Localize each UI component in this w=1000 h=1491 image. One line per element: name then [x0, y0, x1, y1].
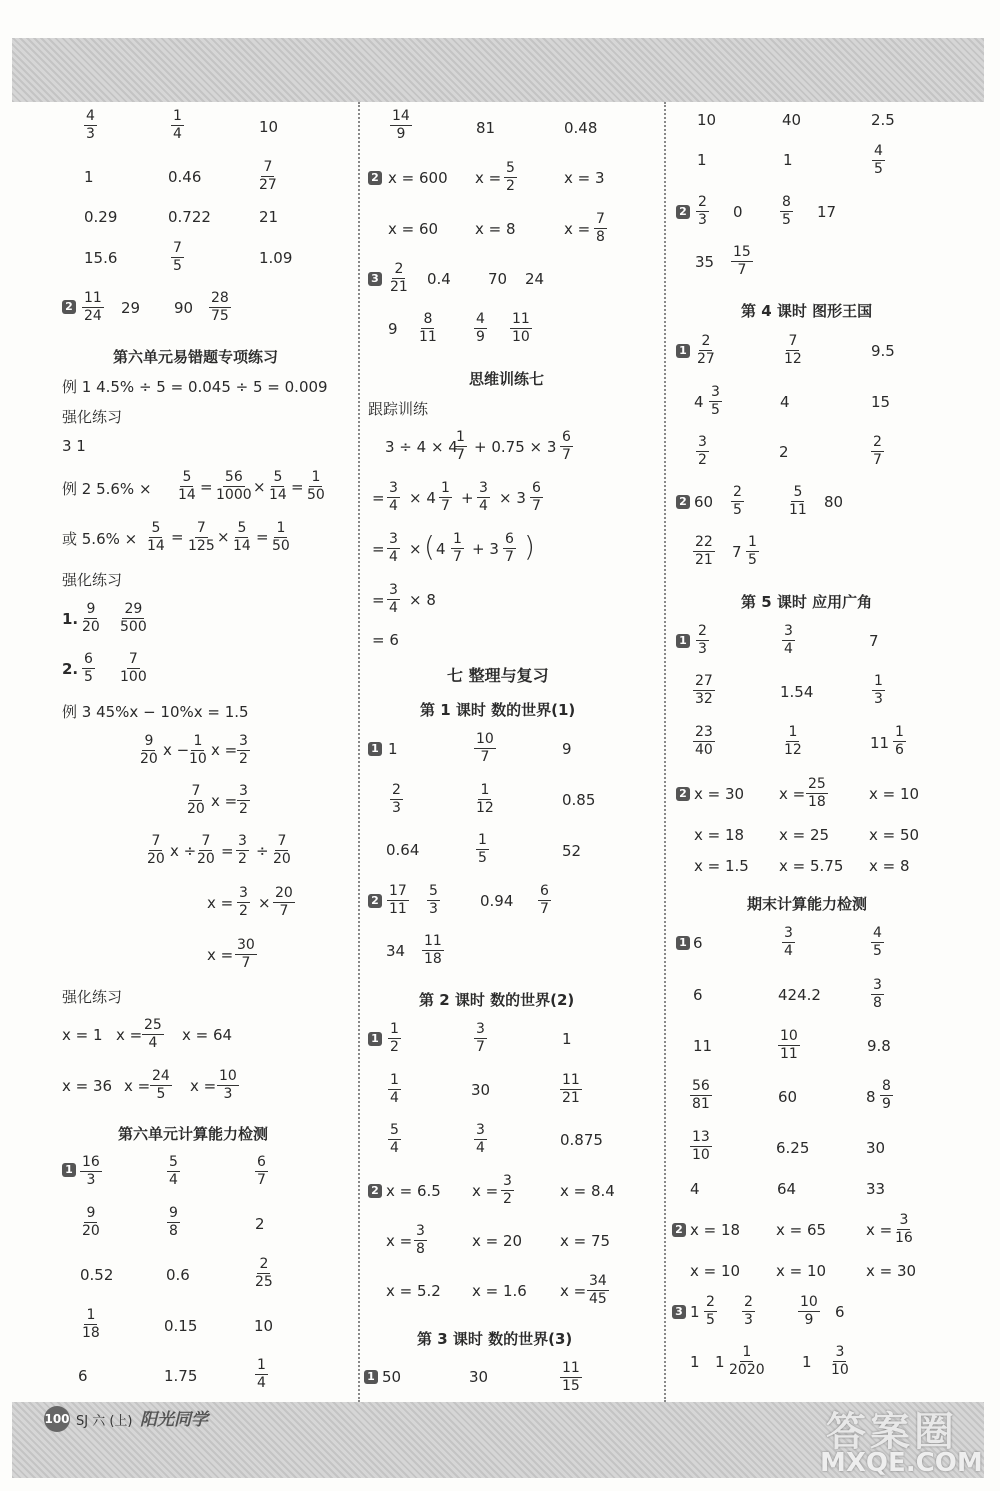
fraction: $\frac{3}{2}$: [698, 434, 707, 468]
answer: 0.46: [168, 168, 202, 186]
example-2-alt: 或 5.6% ×: [62, 530, 138, 548]
answer: x =: [190, 1077, 217, 1095]
answer: x = 60: [388, 220, 439, 238]
fraction: $\frac{7}{12}$: [784, 333, 802, 367]
answer: 0.6: [166, 1266, 190, 1284]
brand-logo: 阳光同学: [140, 1410, 208, 1430]
fraction: $\frac{11}{18}$: [424, 933, 442, 967]
fraction: $\frac{2}{25}$: [255, 1256, 273, 1290]
answer: 29: [121, 299, 141, 317]
answer: x = 5.75: [779, 857, 844, 875]
fraction: $\frac{3}{8}$: [416, 1223, 425, 1257]
answer: x =: [779, 785, 806, 803]
fraction: $\frac{9}{20}$: [82, 601, 100, 635]
answer: 1: [690, 1303, 700, 1321]
answer: 34: [386, 942, 406, 960]
question-badge: 2: [62, 300, 76, 314]
answer: x = 8: [475, 220, 516, 238]
question-badge: 2: [676, 787, 690, 801]
step: 4: [436, 540, 446, 558]
watermark-url: MXQE.COM: [820, 1448, 983, 1478]
question-badge: 1: [676, 936, 690, 950]
answer: 0.722: [168, 208, 211, 226]
answer: 10: [254, 1317, 274, 1335]
fraction: $\frac{1}{6}$: [895, 724, 904, 758]
fraction: $\frac{10}{11}$: [780, 1028, 798, 1062]
answer: 0.48: [564, 119, 598, 137]
question-badge: 2: [368, 171, 382, 185]
step: x =: [211, 741, 238, 759]
fraction: $\frac{15}{7}$: [733, 244, 751, 278]
answer: x = 30: [694, 785, 745, 803]
answer: x = 10: [869, 785, 920, 803]
fraction: $\frac{9}{8}$: [169, 1205, 178, 1239]
fraction: $\frac{3}{2}$: [239, 885, 248, 919]
step: x −: [163, 741, 190, 759]
fraction: $\frac{56}{1000}$: [216, 469, 252, 503]
fraction: $\frac{10}{7}$: [476, 731, 494, 765]
fraction: $\frac{3}{4}$: [479, 480, 488, 514]
step: ×: [409, 540, 422, 558]
fraction: $\frac{6}{7}$: [505, 531, 514, 565]
fraction: $\frac{1}{12}$: [476, 782, 494, 816]
question-badge: 1: [62, 1163, 76, 1177]
answer: x = 10: [690, 1262, 741, 1280]
step: × 8: [409, 591, 436, 609]
answer: x = 8: [869, 857, 910, 875]
answer: 1: [783, 151, 793, 169]
fraction: $\frac{7}{5}$: [173, 240, 182, 274]
fraction: $\frac{5}{4}$: [169, 1154, 178, 1188]
step: + 3: [472, 540, 499, 558]
column-divider: [664, 102, 666, 1402]
fraction: $\frac{10}{9}$: [800, 1294, 818, 1328]
question-badge: 1: [368, 742, 382, 756]
fraction: $\frac{6}{7}$: [562, 429, 571, 463]
question-badge: 1: [676, 344, 690, 358]
fraction: $\frac{1}{7}$: [456, 429, 465, 463]
step: x =: [211, 792, 238, 810]
answer: 52: [562, 842, 582, 860]
answer: x = 64: [182, 1026, 233, 1044]
answer: 33: [866, 1180, 886, 1198]
answer: 1.54: [780, 683, 814, 701]
answer: 9.5: [871, 342, 895, 360]
fraction: $\frac{4}{9}$: [476, 311, 485, 345]
fraction: $\frac{8}{5}$: [782, 194, 791, 228]
answer: x =: [116, 1026, 143, 1044]
fraction: $\frac{23}{40}$: [695, 724, 713, 758]
column-divider: [358, 102, 360, 1402]
fraction: $\frac{29}{500}$: [120, 601, 147, 635]
fraction: $\frac{3}{4}$: [784, 623, 793, 657]
fraction: $\frac{3}{4}$: [476, 1122, 485, 1156]
equals: =: [200, 478, 213, 496]
answer: 0.29: [84, 208, 118, 226]
section-title: 期末计算能力检测: [747, 895, 868, 913]
fraction: $\frac{25}{18}$: [808, 776, 826, 810]
answer: 4: [780, 393, 790, 411]
answer: 0: [733, 203, 743, 221]
fraction: $\frac{2}{3}$: [392, 782, 401, 816]
fraction: $\frac{10}{3}$: [219, 1068, 237, 1102]
answer: x = 6.5: [386, 1182, 441, 1200]
times: ×: [217, 528, 230, 546]
question-badge: 3: [672, 1305, 686, 1319]
step: =: [372, 489, 385, 507]
step: x =: [207, 946, 234, 964]
equals: =: [171, 528, 184, 546]
answer: x =: [124, 1077, 151, 1095]
fraction: $\frac{7}{8}$: [596, 211, 605, 245]
answer: 1: [690, 1353, 700, 1371]
step: + 0.75 × 3: [474, 438, 557, 456]
fraction: $\frac{1}{18}$: [82, 1307, 100, 1341]
example-2: 例 2 5.6% ×: [62, 480, 152, 498]
step: x =: [207, 894, 234, 912]
fraction: $\frac{2}{27}$: [697, 333, 715, 367]
question-badge: 1: [676, 634, 690, 648]
fraction: $\frac{56}{81}$: [692, 1078, 710, 1112]
fraction: $\frac{17}{11}$: [389, 883, 407, 917]
answer: 2.5: [871, 111, 895, 129]
fraction: $\frac{2}{3}$: [698, 194, 707, 228]
practice-label: 强化练习: [62, 571, 123, 589]
answer: 6: [78, 1367, 88, 1385]
fraction: $\frac{5}{14}$: [147, 520, 165, 554]
answer: 1: [562, 1030, 572, 1048]
fraction: $\frac{7}{20}$: [187, 783, 205, 817]
answer: x =: [564, 220, 591, 238]
answer: 0.52: [80, 1266, 114, 1284]
answer: x = 1.5: [694, 857, 749, 875]
fraction: $\frac{2}{3}$: [698, 623, 707, 657]
answer: 64: [777, 1180, 797, 1198]
step: =: [221, 842, 234, 860]
question-badge: 2: [676, 495, 690, 509]
answer: x = 50: [869, 826, 920, 844]
answer: 6.25: [776, 1139, 810, 1157]
lesson-title: 第 1 课时 数的世界(1): [420, 701, 576, 719]
fraction: $\frac{7}{20}$: [273, 833, 291, 867]
answer: 424.2: [778, 986, 821, 1004]
answer: x =: [866, 1221, 893, 1239]
answer: 60: [694, 493, 714, 511]
fraction: $\frac{2}{3}$: [744, 1294, 753, 1328]
fraction: $\frac{2}{21}$: [390, 261, 408, 295]
fraction: $\frac{1}{50}$: [307, 469, 325, 503]
answer: 0.15: [164, 1317, 198, 1335]
answer: x = 30: [866, 1262, 917, 1280]
answer: 30: [469, 1368, 489, 1386]
fraction: $\frac{5}{2}$: [506, 160, 515, 194]
answer: 24: [525, 270, 545, 288]
book-label: SJ 六 (上): [76, 1414, 133, 1429]
tracking-label: 跟踪训练: [368, 400, 429, 418]
answer: 0.875: [560, 1131, 603, 1149]
answer: x = 18: [690, 1221, 741, 1239]
fraction: $\frac{3}{4}$: [389, 480, 398, 514]
fraction: $\frac{7}{100}$: [120, 651, 147, 685]
answer: 10: [259, 118, 279, 136]
fraction: $\frac{13}{10}$: [692, 1129, 710, 1163]
fraction: $\frac{27}{32}$: [695, 673, 713, 707]
fraction: $\frac{2}{5}$: [733, 484, 742, 518]
answer: 80: [824, 493, 844, 511]
fraction: $\frac{11}{15}$: [562, 1360, 580, 1394]
item-number: 2.: [62, 660, 79, 678]
answer: 4: [694, 393, 704, 411]
fraction: $\frac{11}{24}$: [84, 290, 102, 324]
lesson-title: 第 2 课时 数的世界(2): [419, 991, 575, 1009]
fraction: $\frac{3}{7}$: [476, 1021, 485, 1055]
answer: 1: [388, 740, 398, 758]
answer: x = 10: [776, 1262, 827, 1280]
answer: x =: [475, 169, 502, 187]
answer: x = 25: [779, 826, 830, 844]
lesson-title: 第 4 课时 图形王国: [741, 302, 873, 320]
answer: 35: [695, 253, 715, 271]
step: ÷: [256, 842, 269, 860]
fraction: $\frac{1}{10}$: [189, 733, 207, 767]
answer: 1: [84, 168, 94, 186]
fraction: $\frac{6}{5}$: [84, 651, 93, 685]
fraction: $\frac{14}{9}$: [392, 108, 410, 142]
paren-open: (: [424, 530, 435, 563]
fraction: $\frac{3}{16}$: [895, 1212, 913, 1246]
fraction: $\frac{1}{50}$: [272, 520, 290, 554]
answer: 1: [715, 1353, 725, 1371]
fraction: $\frac{5}{14}$: [269, 469, 287, 503]
answer: 9: [562, 740, 572, 758]
fraction: $\frac{1}{3}$: [874, 673, 883, 707]
fraction: $\frac{3}{2}$: [503, 1173, 512, 1207]
fraction: $\frac{7}{27}$: [259, 159, 277, 193]
fraction: $\frac{3}{2}$: [238, 833, 247, 867]
question-badge: 2: [368, 894, 382, 908]
answer: x = 18: [694, 826, 745, 844]
answer: x = 3: [564, 169, 605, 187]
answer: x = 1: [62, 1026, 103, 1044]
answer: x = 20: [472, 1232, 523, 1250]
section-title: 第六单元计算能力检测: [118, 1125, 269, 1143]
page-number: 100: [44, 1406, 70, 1432]
answer: 9: [388, 320, 398, 338]
answer: x = 1.6: [472, 1282, 527, 1300]
fraction: $\frac{1}{4}$: [257, 1357, 266, 1391]
fraction: $\frac{6}{7}$: [532, 480, 541, 514]
question-badge: 2: [676, 205, 690, 219]
step: = 6: [372, 631, 399, 649]
answer: 1.09: [259, 249, 293, 267]
fraction: $\frac{1}{5}$: [748, 534, 757, 568]
answer: 60: [778, 1088, 798, 1106]
fraction: $\frac{3}{4}$: [784, 925, 793, 959]
equals: =: [256, 528, 269, 546]
fraction: $\frac{24}{5}$: [152, 1068, 170, 1102]
step: =: [372, 540, 385, 558]
fraction: $\frac{5}{11}$: [789, 484, 807, 518]
fraction: $\frac{1}{2020}$: [729, 1344, 765, 1378]
fraction: $\frac{8}{9}$: [882, 1078, 891, 1112]
answer: 2: [255, 1215, 265, 1233]
fraction: $\frac{28}{75}$: [211, 290, 229, 324]
answer: x =: [472, 1182, 499, 1200]
fraction: $\frac{3}{8}$: [873, 977, 882, 1011]
answer: x = 65: [776, 1221, 827, 1239]
answer: 11: [870, 734, 890, 752]
answer: 40: [782, 111, 802, 129]
paren-close: ): [524, 530, 535, 563]
answer: 30: [866, 1139, 886, 1157]
example-1: 例 1 4.5% ÷ 5 = 0.045 ÷ 5 = 0.009: [62, 378, 328, 396]
answer: 21: [259, 208, 279, 226]
answer: 0.64: [386, 841, 420, 859]
answer: 1: [802, 1353, 812, 1371]
fraction: $\frac{2}{5}$: [706, 1294, 715, 1328]
fraction: $\frac{3}{10}$: [831, 1344, 849, 1378]
fraction: $\frac{6}{7}$: [540, 883, 549, 917]
answer: 4: [690, 1180, 700, 1198]
answer: 0.4: [427, 270, 451, 288]
fraction: $\frac{30}{7}$: [237, 937, 255, 971]
fraction: $\frac{1}{5}$: [478, 832, 487, 866]
question-badge: 2: [368, 1184, 382, 1198]
fraction: $\frac{9}{20}$: [140, 733, 158, 767]
answer: 1.75: [164, 1367, 198, 1385]
fraction: $\frac{8}{11}$: [419, 311, 437, 345]
fraction: $\frac{3}{5}$: [711, 384, 720, 418]
answer: 8: [866, 1088, 876, 1106]
question-badge: 1: [364, 1370, 378, 1384]
fraction: $\frac{34}{45}$: [589, 1273, 607, 1307]
answer: 15: [871, 393, 891, 411]
step: x ÷: [170, 842, 197, 860]
times: ×: [253, 478, 266, 496]
fraction: $\frac{7}{20}$: [147, 833, 165, 867]
chapter-title: 七 整理与复习: [447, 666, 549, 685]
answer: 7: [732, 543, 742, 561]
fraction: $\frac{3}{2}$: [239, 783, 248, 817]
answer: 0.85: [562, 791, 596, 809]
equals: =: [291, 478, 304, 496]
section-title: 第六单元易错题专项练习: [113, 348, 279, 366]
fraction: $\frac{3}{4}$: [389, 531, 398, 565]
fraction: $\frac{25}{4}$: [144, 1017, 162, 1051]
fraction: $\frac{1}{4}$: [173, 108, 182, 142]
item-number: 1.: [62, 610, 79, 628]
fraction: $\frac{1}{7}$: [453, 531, 462, 565]
fraction: $\frac{3}{4}$: [389, 582, 398, 616]
answer: 30: [471, 1081, 491, 1099]
fraction: $\frac{7}{20}$: [197, 833, 215, 867]
fraction: $\frac{7}{125}$: [188, 520, 215, 554]
answer: 70: [488, 270, 508, 288]
lesson-title: 第 3 课时 数的世界(3): [417, 1330, 573, 1348]
answer: x = 36: [62, 1077, 113, 1095]
fraction: $\frac{1}{7}$: [441, 480, 450, 514]
fraction: $\frac{2}{7}$: [873, 434, 882, 468]
answer: x = 600: [388, 169, 448, 187]
answer: 17: [817, 203, 837, 221]
answer: 2: [779, 443, 789, 461]
answer: 6: [693, 986, 703, 1004]
step: × 3: [499, 489, 526, 507]
answer: x =: [386, 1232, 413, 1250]
question-badge: 2: [672, 1223, 686, 1237]
fraction: $\frac{4}{3}$: [86, 108, 95, 142]
fraction: $\frac{4}{5}$: [874, 143, 883, 177]
question-badge: 3: [368, 272, 382, 286]
fraction: $\frac{5}{14}$: [178, 469, 196, 503]
answer: 9.8: [867, 1037, 891, 1055]
answer: x = 75: [560, 1232, 611, 1250]
fraction: $\frac{9}{20}$: [82, 1205, 100, 1239]
fraction: $\frac{5}{3}$: [429, 883, 438, 917]
fraction: $\frac{1}{12}$: [784, 724, 802, 758]
answer: 0.94: [480, 892, 514, 910]
answer: x =: [560, 1282, 587, 1300]
answer: 15.6: [84, 249, 118, 267]
step: 3 ÷ 4 × 4: [385, 438, 458, 456]
answer: 11: [693, 1037, 713, 1055]
step: ×: [258, 894, 271, 912]
answer: 7: [869, 632, 879, 650]
fraction: $\frac{3}{2}$: [239, 733, 248, 767]
example-3: 例 3 45%x − 10%x = 1.5: [62, 703, 249, 721]
practice-label: 强化练习: [62, 988, 123, 1006]
answer: 6: [835, 1303, 845, 1321]
answer: 3 1: [62, 437, 86, 455]
fraction: $\frac{16}{3}$: [82, 1154, 100, 1188]
answer: x = 5.2: [386, 1282, 441, 1300]
question-badge: 1: [368, 1032, 382, 1046]
fraction: $\frac{22}{21}$: [695, 534, 713, 568]
fraction: $\frac{5}{14}$: [233, 520, 251, 554]
answer: 81: [476, 119, 496, 137]
fraction: $\frac{11}{10}$: [512, 311, 530, 345]
step: × 4: [409, 489, 436, 507]
fraction: $\frac{6}{7}$: [257, 1154, 266, 1188]
answer: 1: [697, 151, 707, 169]
step: =: [372, 591, 385, 609]
fraction: $\frac{1}{4}$: [390, 1072, 399, 1106]
header-band: [12, 38, 984, 102]
watermark: 答案圈: [826, 1409, 958, 1455]
step: +: [461, 489, 474, 507]
answer: x = 8.4: [560, 1182, 615, 1200]
answer: 6: [693, 934, 703, 952]
section-title: 思维训练七: [469, 370, 545, 388]
fraction: $\frac{5}{4}$: [390, 1122, 399, 1156]
answer: 50: [382, 1368, 402, 1386]
answer: 90: [174, 299, 194, 317]
lesson-title: 第 5 课时 应用广角: [741, 593, 873, 611]
fraction: $\frac{11}{21}$: [562, 1072, 580, 1106]
fraction: $\frac{20}{7}$: [275, 885, 293, 919]
answer: 10: [697, 111, 717, 129]
fraction: $\frac{1}{2}$: [390, 1021, 399, 1055]
fraction: $\frac{4}{5}$: [873, 925, 882, 959]
practice-label: 强化练习: [62, 408, 123, 426]
